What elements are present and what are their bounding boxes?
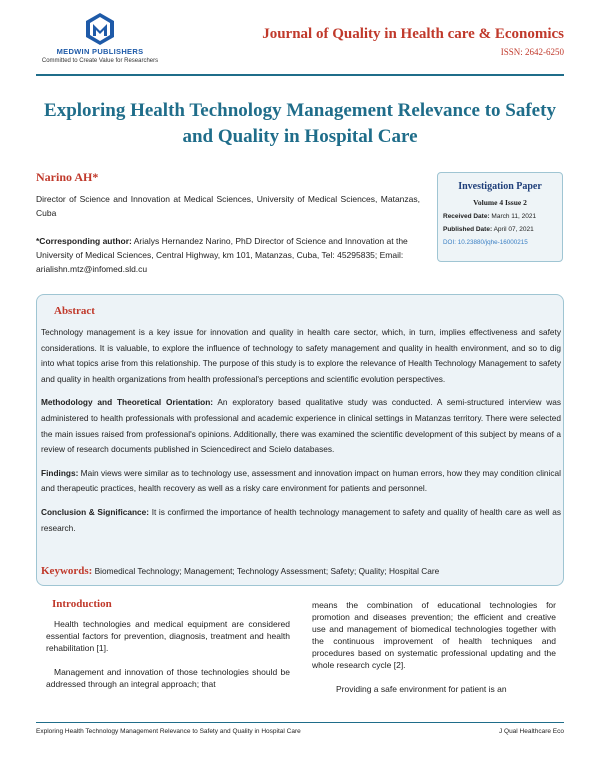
published-date: [443, 226, 557, 233]
article-info-box: [437, 172, 563, 262]
abstract-methodology: [41, 395, 561, 457]
received-value: March 11, 2021: [489, 213, 537, 220]
conclusion-text: It is confirmed the importance of health technology management to safety and quality of health care as well as research.: [41, 506, 561, 533]
publisher-name: MEDWIN PUBLISHERS: [56, 47, 144, 56]
journal-issn: ISSN: 2642-6250: [500, 47, 564, 57]
publisher-tagline: Committed to Create Value for Researchers: [41, 58, 159, 64]
author-name: Narino AH*: [36, 170, 99, 184]
introduction-heading: Introduction: [52, 598, 112, 610]
abstract-body: [41, 325, 561, 544]
publisher-logo: [30, 12, 170, 64]
conclusion-label: Conclusion & Significance:: [41, 506, 150, 517]
abstract-heading: Abstract: [54, 305, 95, 317]
header-divider: [36, 74, 564, 76]
keywords-text: Biomedical Technology; Management; Technology Assessment; Safety; Quality; Hospital Care: [92, 566, 440, 576]
received-label: Received Date:: [443, 213, 490, 220]
footer-journal-abbrev: J Qual Healthcare Eco: [498, 728, 564, 735]
keywords-label: Keywords:: [41, 565, 93, 577]
keywords: [41, 565, 439, 577]
article-title: Exploring Health Technology Management Relevance to Safety and Quality in Hospital Care: [44, 100, 556, 147]
abstract-intro: Technology management is a key issue for innovation and quality in health care sector, which, in turn, implies effectiveness and safety considerations. It is valuable, to explore the influence of technology to safety management and quality in health environment, and so to dig into what topics arise from this relationship. The purpose of this study is to explore the relevance of Health Technology Management to safety and quality in health organizations from health professional's perceptions and scientific evolution perspectives.: [41, 327, 561, 384]
received-date: [443, 213, 557, 220]
intro-paragraph-2: Management and innovation of those technologies should be addressed through an integral approach; that: [46, 667, 290, 689]
published-value: April 07, 2021: [492, 226, 534, 233]
volume-issue: Volume 4 Issue 2: [473, 198, 527, 207]
journal-header: [262, 26, 564, 57]
published-label: Published Date:: [443, 226, 493, 233]
footer-divider: [36, 722, 564, 723]
findings-text: Main views were similar as to technology use, assessment and innovation impact on human errors, how they may condition clinical and therapeutic practices, health recovery as well as a risky care environment for patients and personnel.: [41, 467, 561, 494]
abstract-box: [36, 294, 564, 586]
intro-paragraph-3: means the combination of educational technologies for promotion and diseases prevention; the efficient and creative use and management of biomedical technologies together with the continuous improvement of health techniques and procedures based on systematic professional updating and the whole research cycle [2].: [312, 600, 556, 670]
findings-label: Findings:: [41, 467, 79, 478]
methodology-text: An exploratory based qualitative study was conducted. A semi-structured interview was administered to health professionals with professional and academic experience in clinical settings in Matanzas territory. There were selected the main issues raised from professional's opinions. Additionally, there was examined the scientific development of this subject by means of a review of research documents published in Sciencedirect and Scielo databases.: [41, 397, 562, 455]
right-column: [312, 599, 556, 707]
abstract-conclusion: [41, 505, 561, 536]
intro-paragraph-1: Health technologies and medical equipment are considered essential factors for prevention, diagnosis, treatment and health rehabilitation [1].: [46, 619, 290, 653]
footer-running-title: Exploring Health Technology Management Relevance to Safety and Quality in Hospital Care: [36, 728, 301, 735]
journal-name: Journal of Quality in Health care & Economics: [262, 26, 564, 42]
medwin-logo-icon: [83, 12, 117, 46]
corresponding-text: Arialys Hernandez Narino, PhD Director of Science and Innovation at the University of Medical Sciences, Central Highway, km 101, Matanzas, Cuba, Tel: 45295835; Email: arialishn.mtz@infomed.sld.cu: [36, 236, 408, 274]
methodology-label: Methodology and Theoretical Orientation:: [41, 397, 214, 408]
doi-link[interactable]: DOI: 10.23880/jqhe-16000215: [443, 239, 528, 246]
corresponding-label: *Corresponding author:: [36, 236, 132, 246]
author-affiliation: Director of Science and Innovation at Medical Sciences, University of Medical Sciences, Matanzas, Cuba: [36, 194, 420, 218]
abstract-findings: [41, 466, 561, 497]
intro-paragraph-4: Providing a safe environment for patient is an: [336, 684, 507, 694]
left-column: [46, 598, 290, 702]
paper-type: Investigation Paper: [458, 181, 542, 192]
corresponding-author: [36, 234, 420, 276]
